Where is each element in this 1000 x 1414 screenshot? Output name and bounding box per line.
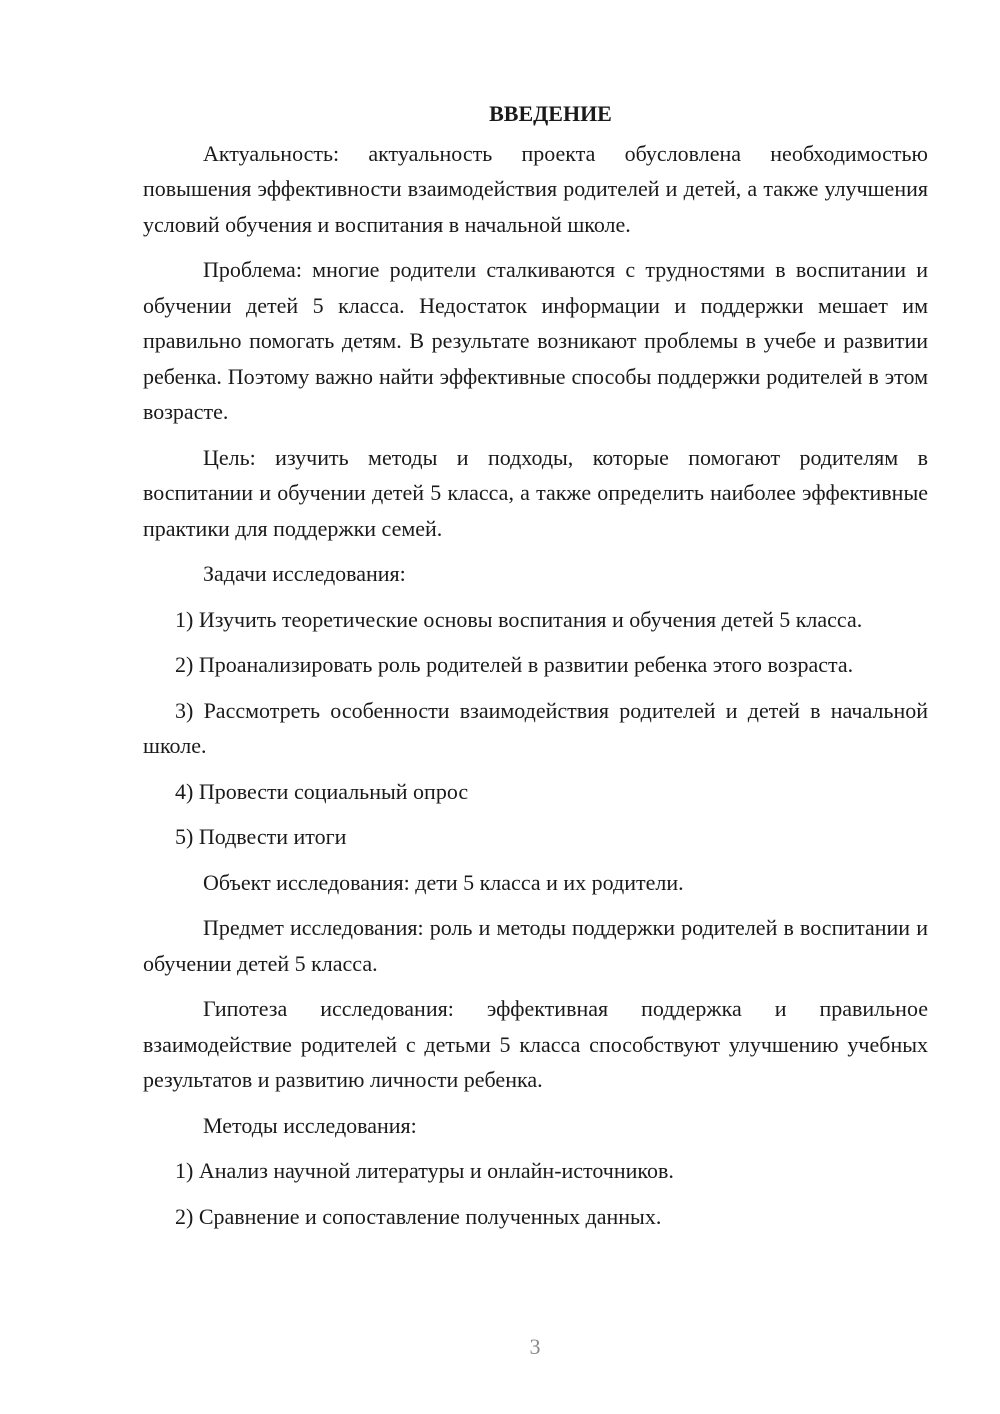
paragraph-subject: Предмет исследования: роль и методы поддержки родителей в воспитании и обучении детей 5 класса. (143, 915, 928, 976)
task-item-2: 2) Проанализировать роль родителей в развитии ребенка этого возраста. (175, 652, 854, 677)
tasks-heading: Задачи исследования: (203, 561, 406, 586)
task-item-3: 3) Рассмотреть особенности взаимодействия родителей и детей в начальной школе. (143, 697, 928, 758)
paragraph-goal: Цель: изучить методы и подходы, которые помогают родителям в воспитании и обучении детей 5 класса, а также определить наиболее эффективные практики для поддержки семей. (143, 444, 928, 541)
task-item-5: 5) Подвести итоги (175, 824, 347, 849)
page-body (143, 96, 928, 1244)
page-title: ВВЕДЕНИЕ (489, 101, 612, 126)
page-number: 3 (529, 1334, 541, 1359)
task-item-1: 1) Изучить теоретические основы воспитания и обучения детей 5 класса. (175, 606, 863, 632)
method-item-1: 1) Анализ научной литературы и онлайн-источников. (175, 1158, 674, 1183)
paragraph-object: Объект исследования: дети 5 класса и их родители. (203, 869, 684, 895)
paragraph-hypothesis: Гипотеза исследования: эффективная поддержка и правильное взаимодействие родителей с детьми 5 класса способствуют улучшению учебных результатов и развитию личности ребенка. (143, 996, 928, 1092)
paragraph-problem: Проблема: многие родители сталкиваются с трудностями в воспитании и обучении детей 5 класса. Недостаток информации и поддержки мешает им правильно помогать детям. В результате возникают проблемы в учебе и развитии ребенка. Поэтому важно найти эффективные способы поддержки родителей в этом возрасте. (143, 257, 928, 424)
methods-heading: Методы исследования: (203, 1112, 417, 1138)
task-item-4: 4) Провести социальный опрос (175, 778, 469, 804)
paragraph-relevance: Актуальность: актуальность проекта обусловлена необходимостью повышения эффективности взаимодействия родителей и детей, а также улучшения условий обучения и воспитания в начальной школе. (143, 140, 928, 237)
method-item-2: 2) Сравнение и сопоставление полученных данных. (175, 1203, 662, 1229)
